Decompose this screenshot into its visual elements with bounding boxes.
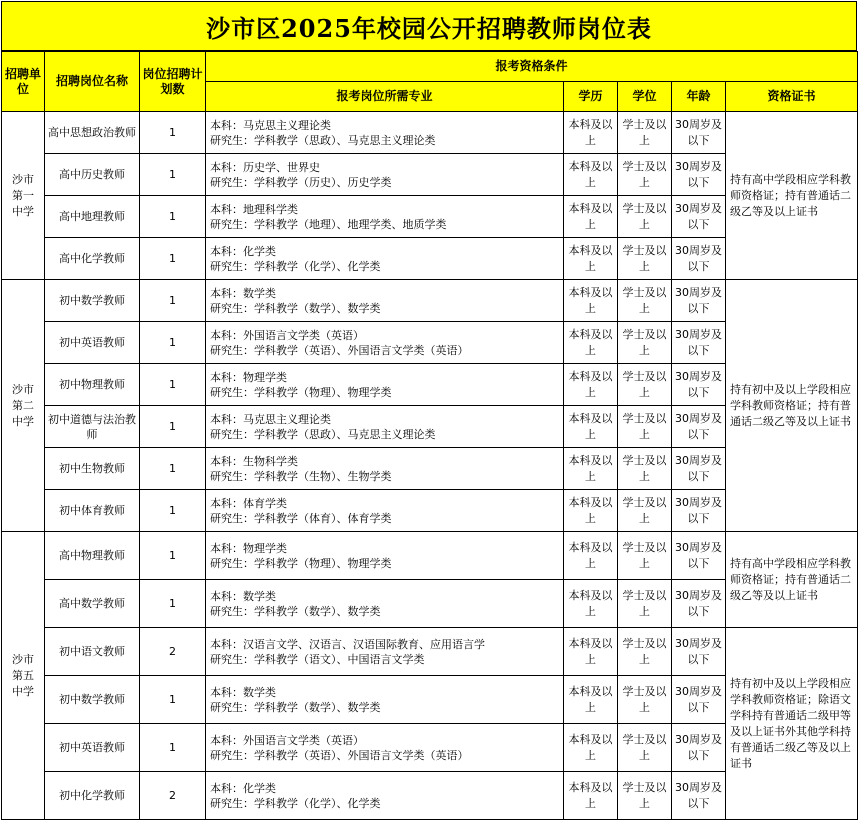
count-cell: 1: [140, 322, 206, 364]
major-cell: [206, 676, 564, 724]
position-cell: 初中生物教师: [45, 448, 140, 490]
recruitment-sheet: [1, 1, 857, 825]
degree-cell: 学士及以上: [618, 154, 672, 196]
major-cell: [206, 238, 564, 280]
count-cell: 1: [140, 490, 206, 532]
grad-major: 研究生：学科教学（生物）、生物学类: [210, 469, 392, 483]
position-cell: 高中地理教师: [45, 196, 140, 238]
count-cell: 2: [140, 772, 206, 820]
header-unit: 招聘单位: [2, 52, 45, 112]
major-cell: [206, 532, 564, 580]
position-cell: 初中数学教师: [45, 676, 140, 724]
positions-table: [1, 51, 858, 820]
header-age: 年龄: [672, 82, 726, 112]
education-cell: 本科及以上: [564, 406, 618, 448]
major-cell: [206, 154, 564, 196]
degree-cell: 学士及以上: [618, 580, 672, 628]
position-cell: 初中物理教师: [45, 364, 140, 406]
undergrad-major: 本科：物理学类: [210, 370, 287, 384]
undergrad-major: 本科：外国语言文学类（英语）: [210, 733, 364, 747]
undergrad-major: 本科：地理科学类: [210, 202, 298, 216]
degree-cell: 学士及以上: [618, 676, 672, 724]
degree-cell: 学士及以上: [618, 280, 672, 322]
degree-cell: 学士及以上: [618, 322, 672, 364]
education-cell: 本科及以上: [564, 580, 618, 628]
major-cell: [206, 580, 564, 628]
grad-major: 研究生：学科教学（语文）、中国语言文学类: [210, 652, 425, 666]
age-cell: 30周岁及以下: [672, 532, 726, 580]
grad-major: 研究生：学科教学（化学）、化学类: [210, 796, 381, 810]
age-cell: 30周岁及以下: [672, 628, 726, 676]
position-cell: 高中物理教师: [45, 532, 140, 580]
grad-major: 研究生：学科教学（地理）、地理学类、地质学类: [210, 217, 447, 231]
degree-cell: 学士及以上: [618, 448, 672, 490]
grad-major: 研究生：学科教学（数学）、数学类: [210, 604, 381, 618]
position-cell: 初中英语教师: [45, 724, 140, 772]
position-cell: 高中思想政治教师: [45, 112, 140, 154]
count-cell: 1: [140, 238, 206, 280]
major-cell: [206, 724, 564, 772]
certificate-cell: 持有初中及以上学段相应学科教师资格证；除语文学科持有普通话二级甲等及以上证书外其他学科持有普通话二级乙等及以上证书: [726, 628, 858, 820]
count-cell: 1: [140, 280, 206, 322]
undergrad-major: 本科：外国语言文学类（英语）: [210, 328, 364, 342]
certificate-cell: 持有初中及以上学段相应学科教师资格证；持有普通话二级乙等及以上证书: [726, 280, 858, 532]
undergrad-major: 本科：化学类: [210, 781, 276, 795]
count-cell: 1: [140, 724, 206, 772]
grad-major: 研究生：学科教学（英语）、外国语言文学类（英语）: [210, 748, 469, 762]
position-cell: 初中数学教师: [45, 280, 140, 322]
undergrad-major: 本科：化学类: [210, 244, 276, 258]
degree-cell: 学士及以上: [618, 772, 672, 820]
table-row: [2, 628, 858, 676]
grad-major: 研究生：学科教学（思政）、马克思主义理论类: [210, 427, 436, 441]
undergrad-major: 本科：马克思主义理论类: [210, 118, 331, 132]
education-cell: 本科及以上: [564, 196, 618, 238]
age-cell: 30周岁及以下: [672, 406, 726, 448]
age-cell: 30周岁及以下: [672, 364, 726, 406]
position-cell: 初中化学教师: [45, 772, 140, 820]
undergrad-major: 本科：马克思主义理论类: [210, 412, 331, 426]
position-cell: 初中体育教师: [45, 490, 140, 532]
major-cell: [206, 196, 564, 238]
degree-cell: 学士及以上: [618, 628, 672, 676]
unit-cell: 沙市第一中学: [2, 112, 45, 280]
major-cell: [206, 280, 564, 322]
header-conditions: 报考资格条件: [206, 52, 858, 82]
undergrad-major: 本科：体育学类: [210, 496, 287, 510]
count-cell: 1: [140, 448, 206, 490]
position-cell: 初中道德与法治教师: [45, 406, 140, 448]
age-cell: 30周岁及以下: [672, 154, 726, 196]
undergrad-major: 本科：汉语言文学、汉语言、汉语国际教育、应用语言学: [210, 637, 485, 651]
position-cell: 高中化学教师: [45, 238, 140, 280]
age-cell: 30周岁及以下: [672, 448, 726, 490]
education-cell: 本科及以上: [564, 238, 618, 280]
grad-major: 研究生：学科教学（数学）、数学类: [210, 301, 381, 315]
header-major: 报考岗位所需专业: [206, 82, 564, 112]
count-cell: 1: [140, 406, 206, 448]
undergrad-major: 本科：数学类: [210, 286, 276, 300]
education-cell: 本科及以上: [564, 154, 618, 196]
major-cell: [206, 112, 564, 154]
count-cell: 1: [140, 676, 206, 724]
grad-major: 研究生：学科教学（英语）、外国语言文学类（英语）: [210, 343, 469, 357]
age-cell: 30周岁及以下: [672, 580, 726, 628]
unit-cell: 沙市第二中学: [2, 280, 45, 532]
undergrad-major: 本科：生物科学类: [210, 454, 298, 468]
count-cell: 2: [140, 628, 206, 676]
degree-cell: 学士及以上: [618, 532, 672, 580]
position-cell: 高中数学教师: [45, 580, 140, 628]
undergrad-major: 本科：数学类: [210, 685, 276, 699]
certificate-cell: 持有高中学段相应学科教师资格证；持有普通话二级乙等及以上证书: [726, 532, 858, 628]
education-cell: 本科及以上: [564, 364, 618, 406]
table-row: [2, 280, 858, 322]
header-education: 学历: [564, 82, 618, 112]
unit-cell: 沙市第五中学: [2, 532, 45, 820]
count-cell: 1: [140, 196, 206, 238]
education-cell: 本科及以上: [564, 280, 618, 322]
count-cell: 1: [140, 112, 206, 154]
table-row: [2, 112, 858, 154]
header-degree: 学位: [618, 82, 672, 112]
major-cell: [206, 772, 564, 820]
degree-cell: 学士及以上: [618, 724, 672, 772]
grad-major: 研究生：学科教学（思政）、马克思主义理论类: [210, 133, 436, 147]
position-cell: 初中英语教师: [45, 322, 140, 364]
major-cell: [206, 490, 564, 532]
major-cell: [206, 406, 564, 448]
degree-cell: 学士及以上: [618, 238, 672, 280]
education-cell: 本科及以上: [564, 532, 618, 580]
education-cell: 本科及以上: [564, 628, 618, 676]
major-cell: [206, 628, 564, 676]
count-cell: 1: [140, 364, 206, 406]
major-cell: [206, 448, 564, 490]
count-cell: 1: [140, 154, 206, 196]
education-cell: 本科及以上: [564, 448, 618, 490]
grad-major: 研究生：学科教学（体育）、体育学类: [210, 511, 392, 525]
age-cell: 30周岁及以下: [672, 238, 726, 280]
age-cell: 30周岁及以下: [672, 676, 726, 724]
grad-major: 研究生：学科教学（物理）、物理学类: [210, 556, 392, 570]
age-cell: 30周岁及以下: [672, 724, 726, 772]
education-cell: 本科及以上: [564, 724, 618, 772]
degree-cell: 学士及以上: [618, 196, 672, 238]
major-cell: [206, 364, 564, 406]
page-title: 沙市区2025年校园公开招聘教师岗位表: [1, 1, 857, 51]
undergrad-major: 本科：数学类: [210, 589, 276, 603]
age-cell: 30周岁及以下: [672, 490, 726, 532]
age-cell: 30周岁及以下: [672, 772, 726, 820]
grad-major: 研究生：学科教学（历史）、历史学类: [210, 175, 392, 189]
position-cell: 高中历史教师: [45, 154, 140, 196]
education-cell: 本科及以上: [564, 490, 618, 532]
grad-major: 研究生：学科教学（化学）、化学类: [210, 259, 381, 273]
age-cell: 30周岁及以下: [672, 112, 726, 154]
undergrad-major: 本科：物理学类: [210, 541, 287, 555]
grad-major: 研究生：学科教学（物理）、物理学类: [210, 385, 392, 399]
header-count: 岗位招聘计划数: [140, 52, 206, 112]
count-cell: 1: [140, 580, 206, 628]
education-cell: 本科及以上: [564, 322, 618, 364]
undergrad-major: 本科：历史学、世界史: [210, 160, 320, 174]
count-cell: 1: [140, 532, 206, 580]
position-cell: 初中语文教师: [45, 628, 140, 676]
degree-cell: 学士及以上: [618, 364, 672, 406]
grad-major: 研究生：学科教学（数学）、数学类: [210, 700, 381, 714]
certificate-cell: 持有高中学段相应学科教师资格证；持有普通话二级乙等及以上证书: [726, 112, 858, 280]
degree-cell: 学士及以上: [618, 112, 672, 154]
major-cell: [206, 322, 564, 364]
degree-cell: 学士及以上: [618, 406, 672, 448]
header-certificate: 资格证书: [726, 82, 858, 112]
education-cell: 本科及以上: [564, 772, 618, 820]
age-cell: 30周岁及以下: [672, 196, 726, 238]
header-row: [2, 52, 858, 82]
education-cell: 本科及以上: [564, 112, 618, 154]
degree-cell: 学士及以上: [618, 490, 672, 532]
education-cell: 本科及以上: [564, 676, 618, 724]
header-position: 招聘岗位名称: [45, 52, 140, 112]
table-row: [2, 532, 858, 580]
age-cell: 30周岁及以下: [672, 280, 726, 322]
age-cell: 30周岁及以下: [672, 322, 726, 364]
